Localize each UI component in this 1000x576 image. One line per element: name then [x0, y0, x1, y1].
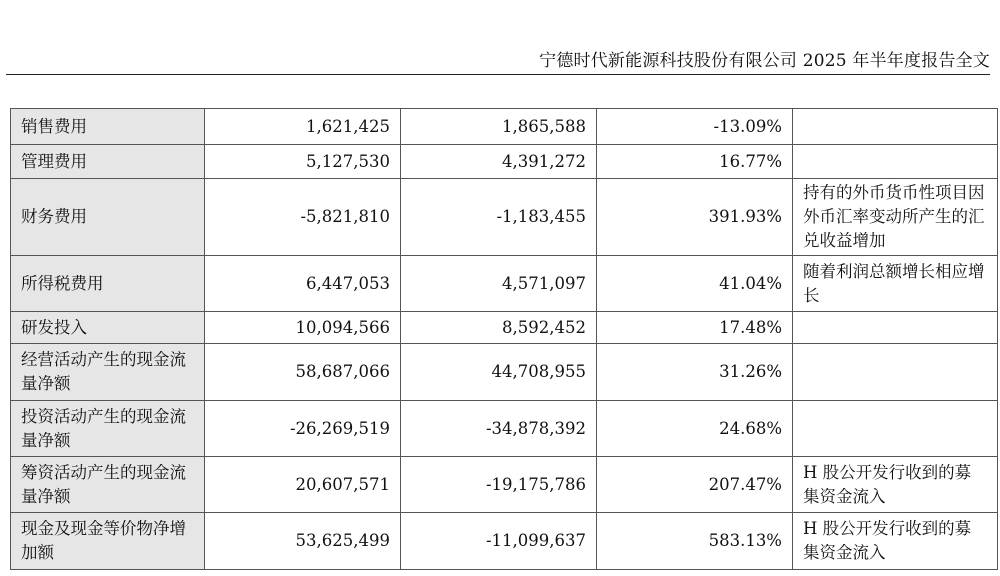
row-label: 现金及现金等价物净增加额	[11, 513, 205, 570]
prior-period-value: 8,592,452	[401, 312, 597, 344]
report-title: 宁德时代新能源科技股份有限公司 2025 年半年度报告全文	[539, 51, 990, 71]
change-percent: -13.09%	[597, 109, 793, 145]
row-label: 管理费用	[11, 145, 205, 179]
change-reason: H 股公开发行收到的募集资金流入	[793, 513, 998, 570]
row-label: 筹资活动产生的现金流量净额	[11, 457, 205, 513]
change-reason	[793, 344, 998, 401]
current-period-value: 53,625,499	[205, 513, 401, 570]
prior-period-value: -34,878,392	[401, 401, 597, 457]
row-label: 经营活动产生的现金流量净额	[11, 344, 205, 401]
change-reason: H 股公开发行收到的募集资金流入	[793, 457, 998, 513]
table-row-selling-expenses	[11, 109, 998, 145]
prior-period-value: -19,175,786	[401, 457, 597, 513]
change-reason: 持有的外币货币性项目因外币汇率变动所产生的汇兑收益增加	[793, 179, 998, 256]
table-row-income-tax	[11, 256, 998, 312]
table-row-net-cash-increase	[11, 513, 998, 570]
row-label: 投资活动产生的现金流量净额	[11, 401, 205, 457]
financial-table	[10, 108, 998, 570]
row-label: 财务费用	[11, 179, 205, 256]
change-percent: 207.47%	[597, 457, 793, 513]
current-period-value: 5,127,530	[205, 145, 401, 179]
current-period-value: 6,447,053	[205, 256, 401, 312]
change-percent: 31.26%	[597, 344, 793, 401]
row-label: 研发投入	[11, 312, 205, 344]
change-percent: 24.68%	[597, 401, 793, 457]
table-row-operating-cash-flow	[11, 344, 998, 401]
prior-period-value: 4,391,272	[401, 145, 597, 179]
table-row-investing-cash-flow	[11, 401, 998, 457]
row-label: 销售费用	[11, 109, 205, 145]
table-row-financing-cash-flow	[11, 457, 998, 513]
change-percent: 17.48%	[597, 312, 793, 344]
current-period-value: -26,269,519	[205, 401, 401, 457]
change-percent: 583.13%	[597, 513, 793, 570]
prior-period-value: 1,865,588	[401, 109, 597, 145]
change-percent: 16.77%	[597, 145, 793, 179]
page-header	[6, 48, 990, 75]
change-reason	[793, 401, 998, 457]
change-reason	[793, 145, 998, 179]
current-period-value: 1,621,425	[205, 109, 401, 145]
table-row-financial-expenses	[11, 179, 998, 256]
table-row-rd-investment	[11, 312, 998, 344]
current-period-value: -5,821,810	[205, 179, 401, 256]
change-percent: 41.04%	[597, 256, 793, 312]
change-reason	[793, 312, 998, 344]
prior-period-value: 44,708,955	[401, 344, 597, 401]
current-period-value: 20,607,571	[205, 457, 401, 513]
current-period-value: 58,687,066	[205, 344, 401, 401]
change-percent: 391.93%	[597, 179, 793, 256]
row-label: 所得税费用	[11, 256, 205, 312]
prior-period-value: -1,183,455	[401, 179, 597, 256]
change-reason	[793, 109, 998, 145]
current-period-value: 10,094,566	[205, 312, 401, 344]
change-reason: 随着利润总额增长相应增长	[793, 256, 998, 312]
prior-period-value: -11,099,637	[401, 513, 597, 570]
table-row-admin-expenses	[11, 145, 998, 179]
prior-period-value: 4,571,097	[401, 256, 597, 312]
